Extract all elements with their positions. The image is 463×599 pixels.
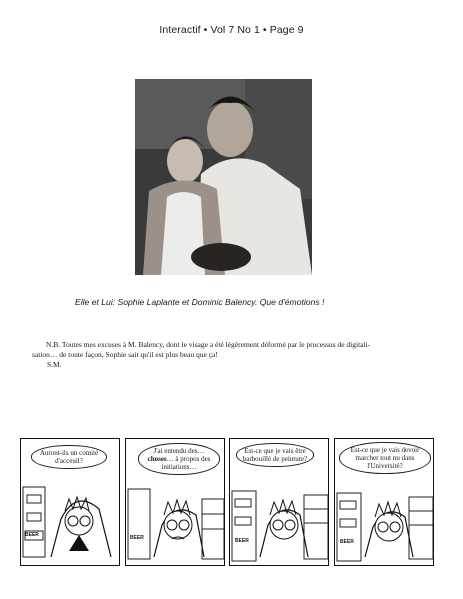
comic-panel-2 (125, 438, 225, 566)
photo-couple-icon (135, 79, 312, 275)
comic-panel-3 (229, 438, 329, 566)
speech-bubble-2 (138, 443, 220, 475)
beer-box-label: BEER (25, 532, 39, 538)
beer-box-label: BEER (340, 539, 354, 545)
note-line-2: sation… de toute façon, Sophie sait qu'il est plus beau que ça! (32, 350, 218, 359)
speech-bubble-2-pre: J'ai entendu des… (153, 447, 205, 455)
speech-bubble-2-bold: choses (147, 455, 167, 463)
comic-panel-4 (334, 438, 434, 566)
comic-panel-1 (20, 438, 120, 566)
speech-bubble-1: Auront-ils un comité d'acceuil? (31, 445, 107, 469)
photo-caption: Elle et Lui: Sophie Laplante et Dominic Balency. Que d'émotions ! (75, 297, 325, 307)
beer-box-label: BEER (130, 535, 144, 541)
beer-box-label: BEER (235, 538, 249, 544)
speech-bubble-2-post: … à propos des initiations… (161, 455, 211, 471)
page-header: Interactif • Vol 7 No 1 • Page 9 (159, 24, 304, 36)
speech-bubble-4: Est-ce que je vais devoir marcher tout nu dans l'Université? (339, 442, 431, 474)
note-signature: S.M. (47, 360, 62, 369)
couple-photo (135, 79, 312, 275)
speech-bubble-3: Est-ce que je vais être barbouillé de peinture? (236, 443, 314, 467)
editor-note (32, 340, 442, 370)
note-line-1: N.B. Toutes mes excuses à M. Balency, dont le visage a été légèrement déformé par le processus de digitali- (46, 340, 371, 349)
